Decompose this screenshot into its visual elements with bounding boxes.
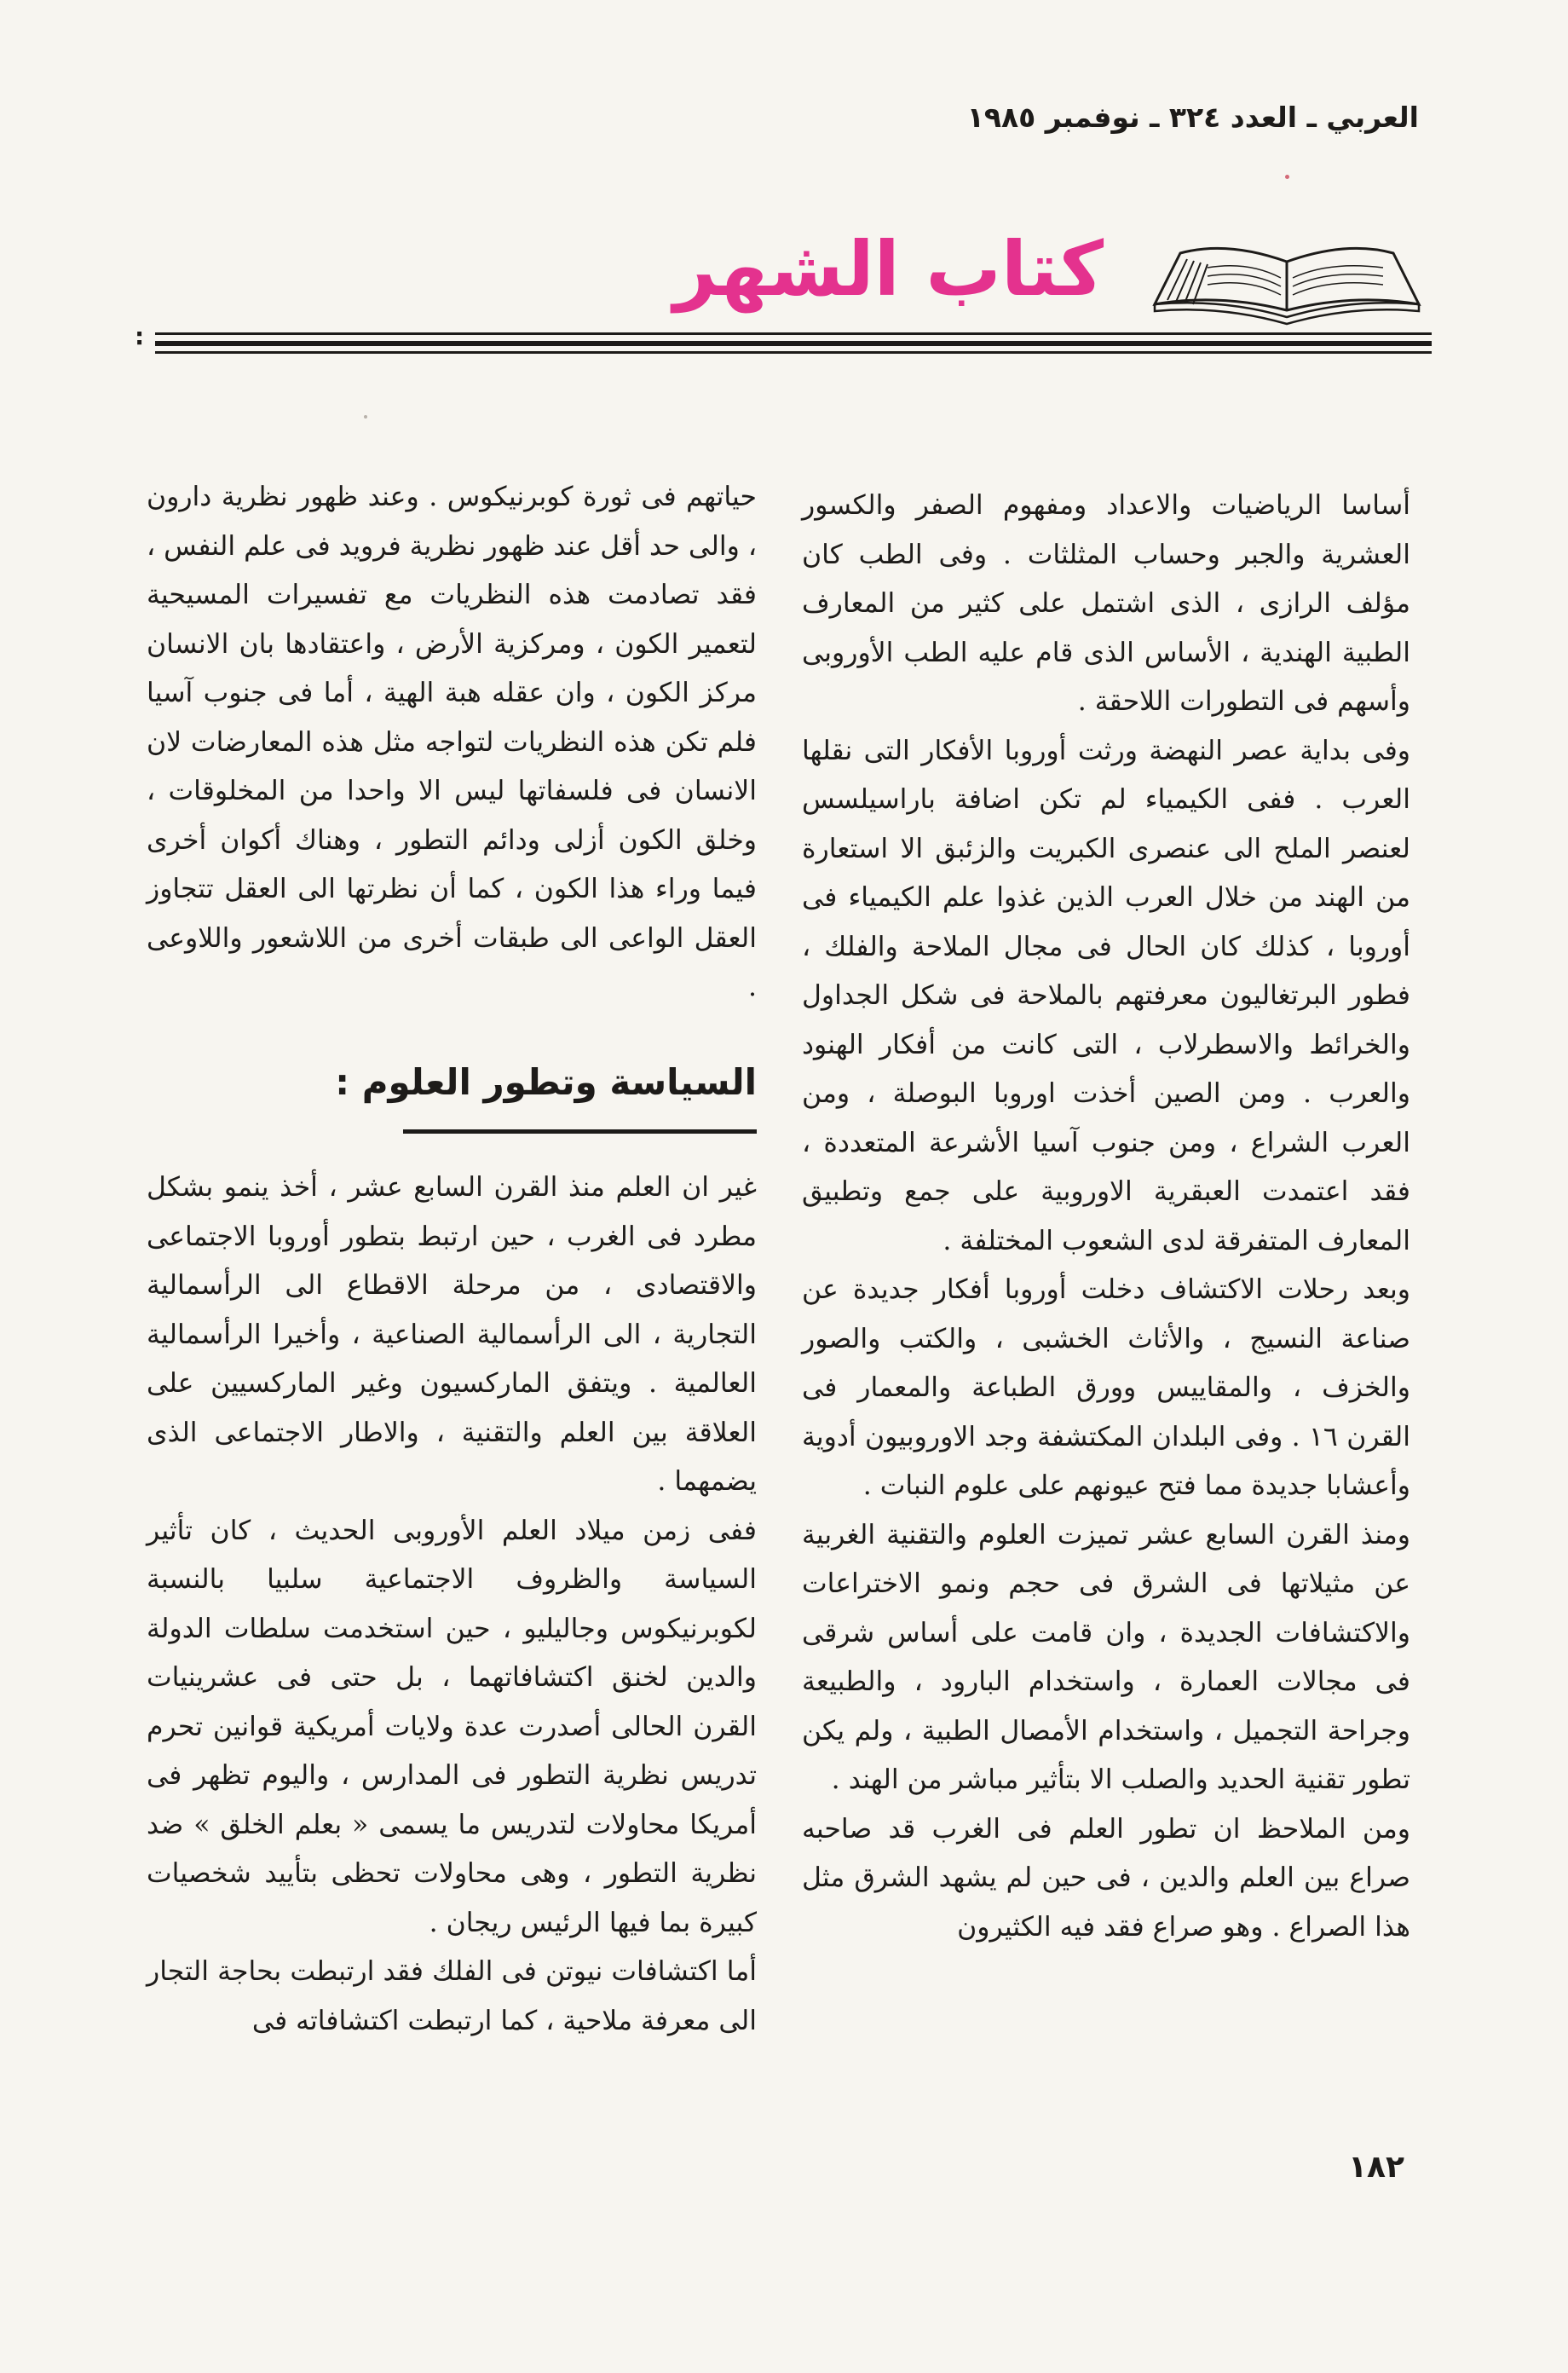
right-paragraph-2: وفى بداية عصر النهضة ورثت أوروبا الأفكار التى نقلها العرب . ففى الكيمياء لم تكن اضافة باراسيلسس لعنصر الملح الى عنصرى الكبريت والزئبق الا استعارة من الهند من خلال العرب الذين غذوا علم الكيمياء فى أوروبا ، كذلك كان الحال فى مجال الملاحة والفلك ، فطور البرتغاليون معرفتهم بالملاحة فى شكل الجداول والخرائط والاسطرلاب ، التى كانت من أفكار الهنود والعرب . ومن الصين أخذت اوروبا البوصلة ، ومن العرب الشراع ، ومن جنوب آسيا الأشرعة المتعددة ، فقد اعتمدت العبقرية الاوروبية على جمع وتطبيق المعارف المتفرقة لدى الشعوب المختلفة .: [802, 735, 1410, 1256]
left-intro-paragraph: حياتهم فى ثورة كوبرنيكوس . وعند ظهور نظرية دارون ، والى حد أقل عند ظهور نظرية فرويد فى علم النفس ، فقد تصادمت هذه النظريات مع تفسيرات المسيحية لتعمير الكون ، ومركزية الأرض ، واعتقادها بان الانسان مركز الكون ، وان عقله هبة الهية ، أما فى جنوب آسيا فلم تكن هذه النظريات لتواجه مثل هذه المعارضات لان الانسان فى فلسفاتها ليس الا واحدا من المخلوقات ، وخلق الكون أزلى ودائم التطور ، وهناك أكوان أخرى فيما وراء هذا الكون ، كما أن نظرتها الى العقل تتجاوز العقل الواعى الى طبقات أخرى من اللاشعور واللاوعى .: [147, 482, 757, 1002]
left-column-intro: [147, 473, 757, 1013]
colon-mark: :: [135, 322, 145, 350]
left-paragraph-3: أما اكتشافات نيوتن فى الفلك فقد ارتبطت بحاجة التجار الى معرفة ملاحية ، كما ارتبطت اكتشافاته فى: [147, 1956, 757, 2036]
section-title: كتاب الشهر: [673, 225, 1104, 313]
header-rule: [155, 326, 1432, 360]
ink-speck: [364, 415, 367, 419]
right-column: [802, 482, 1410, 1952]
ink-speck: [1285, 175, 1289, 179]
page-number: ١٨٢: [1348, 2150, 1404, 2185]
left-paragraph-2: ففى زمن ميلاد العلم الأوروبى الحديث ، كان تأثير السياسة والظروف الاجتماعية سلبيا بالنسبة لكوبرنيكوس وجاليليو ، حين استخدمت سلطات الدولة والدين لخنق اكتشافاتهما ، بل حتى فى عشرينيات القرن الحالى أصدرت عدة ولايات أمريكية قوانين تحرم تدريس نظرية التطور فى المدارس ، واليوم تظهر فى أمريكا محاولات لتدريس ما يسمى « بعلم الخلق » ضد نظرية التطور ، وهى محاولات تحظى بتأييد شخصيات كبيرة بما فيها الرئيس ريجان .: [147, 1515, 757, 1938]
right-paragraph-1: أساسا الرياضيات والاعداد ومفهوم الصفر والكسور العشرية والجبر وحساب المثلثات . وفى الطب كان مؤلف الرازى ، الذى اشتمل على كثير من المعارف الطبية الهندية ، الأساس الذى قام عليه الطب الأوروبى وأسهم فى التطورات اللاحقة .: [802, 490, 1410, 717]
left-column-body: [147, 1163, 757, 2046]
right-paragraph-4: ومنذ القرن السابع عشر تميزت العلوم والتقنية الغربية عن مثيلاتها فى الشرق فى حجم ونمو الاختراعات والاكتشافات الجديدة ، وان قامت على أساس شرقى فى مجالات العمارة ، واستخدام البارود ، والطبيعة وجراحة التجميل ، واستخدام الأمصال الطبية ، ولم يكن تطور تقنية الحديد والصلب الا بتأثير مباشر من الهند .: [802, 1519, 1410, 1795]
issue-line: العربي ـ العدد ٣٢٤ ـ نوفمبر ١٩٨٥: [966, 101, 1419, 134]
subheading-rule: [403, 1129, 757, 1134]
open-book-icon: [1146, 223, 1427, 326]
right-paragraph-5: ومن الملاحظ ان تطور العلم فى الغرب قد صاحبه صراع بين العلم والدين ، فى حين لم يشهد الشرق مثل هذا الصراع . وهو صراع فقد فيه الكثيرون: [802, 1813, 1410, 1943]
subheading: السياسة وتطور العلوم :: [335, 1061, 757, 1103]
right-paragraph-3: وبعد رحلات الاكتشاف دخلت أوروبا أفكار جديدة عن صناعة النسيج ، والأثاث الخشبى ، والكتب والصور والخزف ، والمقاييس وورق الطباعة والمعمار فى القرن ١٦ . وفى البلدان المكتشفة وجد الاوروبيون أدوية وأعشابا جديدة مما فتح عيونهم على علوم النبات .: [802, 1274, 1411, 1501]
left-paragraph-1: غير ان العلم منذ القرن السابع عشر ، أخذ ينمو بشكل مطرد فى الغرب ، حين ارتبط بتطور أوروبا الاجتماعى والاقتصادى ، من مرحلة الاقطاع الى الرأسمالية التجارية ، الى الرأسمالية الصناعية ، وأخيرا الرأسمالية العالمية . ويتفق الماركسيون وغير الماركسيين على العلاقة بين العلم والتقنية ، والاطار الاجتماعى الذى يضمهما .: [147, 1172, 757, 1497]
subheading-block: [155, 1053, 757, 1112]
